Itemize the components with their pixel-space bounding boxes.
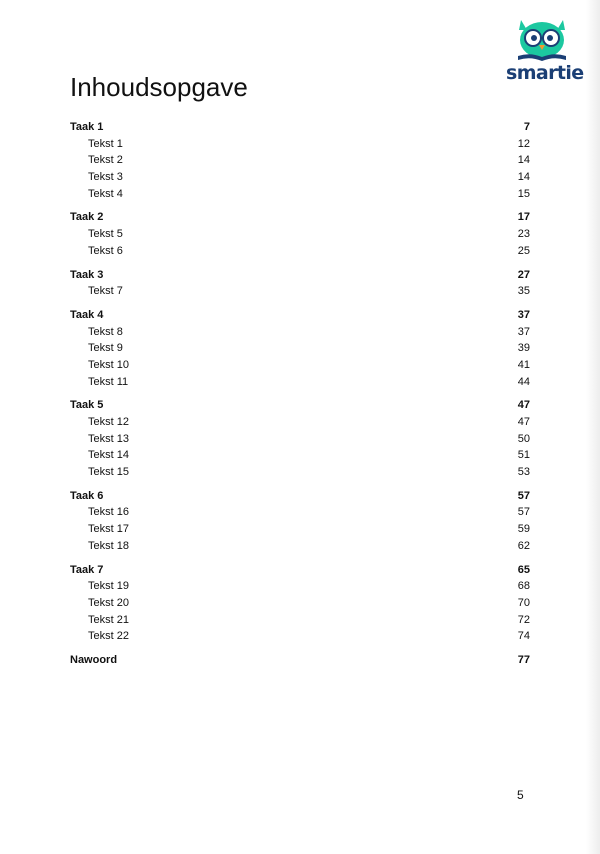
toc-entry-row[interactable] [70,595,530,612]
toc-entry-row[interactable] [70,152,530,169]
toc-entry-label: Tekst 9 [88,342,123,355]
toc-section-row[interactable] [70,209,530,226]
toc-entry-page: 50 [517,432,530,445]
toc-entry-row[interactable] [70,324,530,341]
toc-entry-page: 23 [517,228,530,241]
toc-section-row[interactable] [70,652,530,669]
toc-section-label: Taak 4 [70,308,104,321]
toc-entry-page: 74 [517,630,530,643]
page-edge-shadow [586,0,600,854]
toc-entry-row[interactable] [70,243,530,260]
toc-section-page: 47 [517,399,530,412]
toc-entry-label: Tekst 15 [88,466,129,479]
toc-entry-page: 68 [517,580,530,593]
toc-entry-label: Tekst 5 [88,228,123,241]
toc-entry-page: 14 [517,171,530,184]
toc-entry-row[interactable] [70,357,530,374]
toc-section-label: Taak 3 [70,268,104,281]
table-of-contents [70,119,530,676]
toc-entry-row[interactable] [70,447,530,464]
toc-entry-page: 44 [517,375,530,388]
owl-icon [506,14,578,64]
toc-entry-label: Tekst 7 [88,285,123,298]
toc-section [70,652,530,669]
toc-section-row[interactable] [70,397,530,414]
toc-entry-row[interactable] [70,538,530,555]
toc-entry-label: Tekst 16 [88,506,129,519]
toc-entry-row[interactable] [70,578,530,595]
toc-entry-label: Tekst 17 [88,523,129,536]
toc-section-label: Taak 5 [70,399,104,412]
toc-entry-row[interactable] [70,521,530,538]
toc-entry-page: 39 [517,342,530,355]
toc-section-page: 27 [517,268,530,281]
toc-section [70,397,530,480]
toc-section-page: 57 [517,489,530,502]
toc-entry-label: Tekst 1 [88,137,123,150]
toc-entry-label: Tekst 10 [88,358,129,371]
toc-section-page: 37 [517,308,530,321]
toc-section [70,488,530,555]
toc-section-row[interactable] [70,267,530,284]
toc-section [70,209,530,259]
toc-entry-page: 51 [517,449,530,462]
toc-section-label: Taak 2 [70,211,104,224]
toc-section-page: 7 [523,121,530,133]
toc-section [70,307,530,390]
logo-wordmark: smartie [506,62,584,84]
toc-entry-page: 35 [517,285,530,298]
toc-entry-row[interactable] [70,283,530,300]
toc-entry-page: 15 [517,187,530,200]
toc-entry-label: Tekst 3 [88,171,123,184]
toc-section-page: 65 [517,563,530,576]
toc-entry-page: 25 [517,244,530,257]
toc-section-row[interactable] [70,562,530,579]
toc-entry-page: 57 [517,506,530,519]
toc-entry-row[interactable] [70,431,530,448]
toc-entry-row[interactable] [70,414,530,431]
toc-entry-page: 72 [517,613,530,626]
toc-entry-row[interactable] [70,340,530,357]
toc-entry-row[interactable] [70,169,530,186]
smartie-logo [506,14,584,86]
toc-entry-page: 59 [517,523,530,536]
toc-entry-label: Tekst 11 [88,375,129,388]
toc-entry-row[interactable] [70,226,530,243]
toc-entry-page: 62 [517,539,530,552]
toc-entry-row[interactable] [70,186,530,203]
toc-section [70,562,530,645]
toc-section-label: Taak 1 [70,121,104,133]
toc-entry-page: 70 [517,596,530,609]
toc-section-label: Nawoord [70,653,118,666]
page-number: 5 [517,788,524,802]
toc-entry-row[interactable] [70,136,530,153]
toc-entry-page: 14 [517,154,530,167]
toc-entry-row[interactable] [70,628,530,645]
toc-section-row[interactable] [70,119,530,136]
toc-entry-label: Tekst 4 [88,187,123,200]
toc-entry-label: Tekst 2 [88,154,123,167]
toc-section [70,267,530,300]
toc-entry-row[interactable] [70,464,530,481]
toc-entry-label: Tekst 8 [88,325,123,338]
toc-section [70,119,530,202]
toc-entry-label: Tekst 22 [88,630,129,643]
toc-entry-page: 47 [517,416,530,428]
toc-section-page: 77 [517,653,530,666]
toc-section-label: Taak 6 [70,489,104,502]
toc-entry-page: 53 [517,466,530,479]
toc-entry-label: Tekst 6 [88,244,123,257]
toc-entry-label: Tekst 13 [88,432,129,445]
page-title: Inhoudsopgave [70,72,248,102]
toc-entry-label: Tekst 19 [88,580,129,593]
toc-entry-page: 12 [517,137,530,150]
toc-entry-row[interactable] [70,612,530,629]
toc-entry-page: 41 [517,358,530,371]
toc-entry-label: Tekst 20 [88,596,129,609]
toc-entry-row[interactable] [70,374,530,391]
toc-section-row[interactable] [70,307,530,324]
toc-entry-label: Tekst 18 [88,539,129,552]
toc-section-label: Taak 7 [70,563,104,576]
toc-entry-label: Tekst 12 [88,416,129,428]
toc-section-row[interactable] [70,488,530,505]
toc-entry-label: Tekst 21 [88,613,129,626]
toc-entry-row[interactable] [70,504,530,521]
toc-entry-page: 37 [517,325,530,338]
toc-entry-label: Tekst 14 [88,449,129,462]
toc-section-page: 17 [517,211,530,224]
